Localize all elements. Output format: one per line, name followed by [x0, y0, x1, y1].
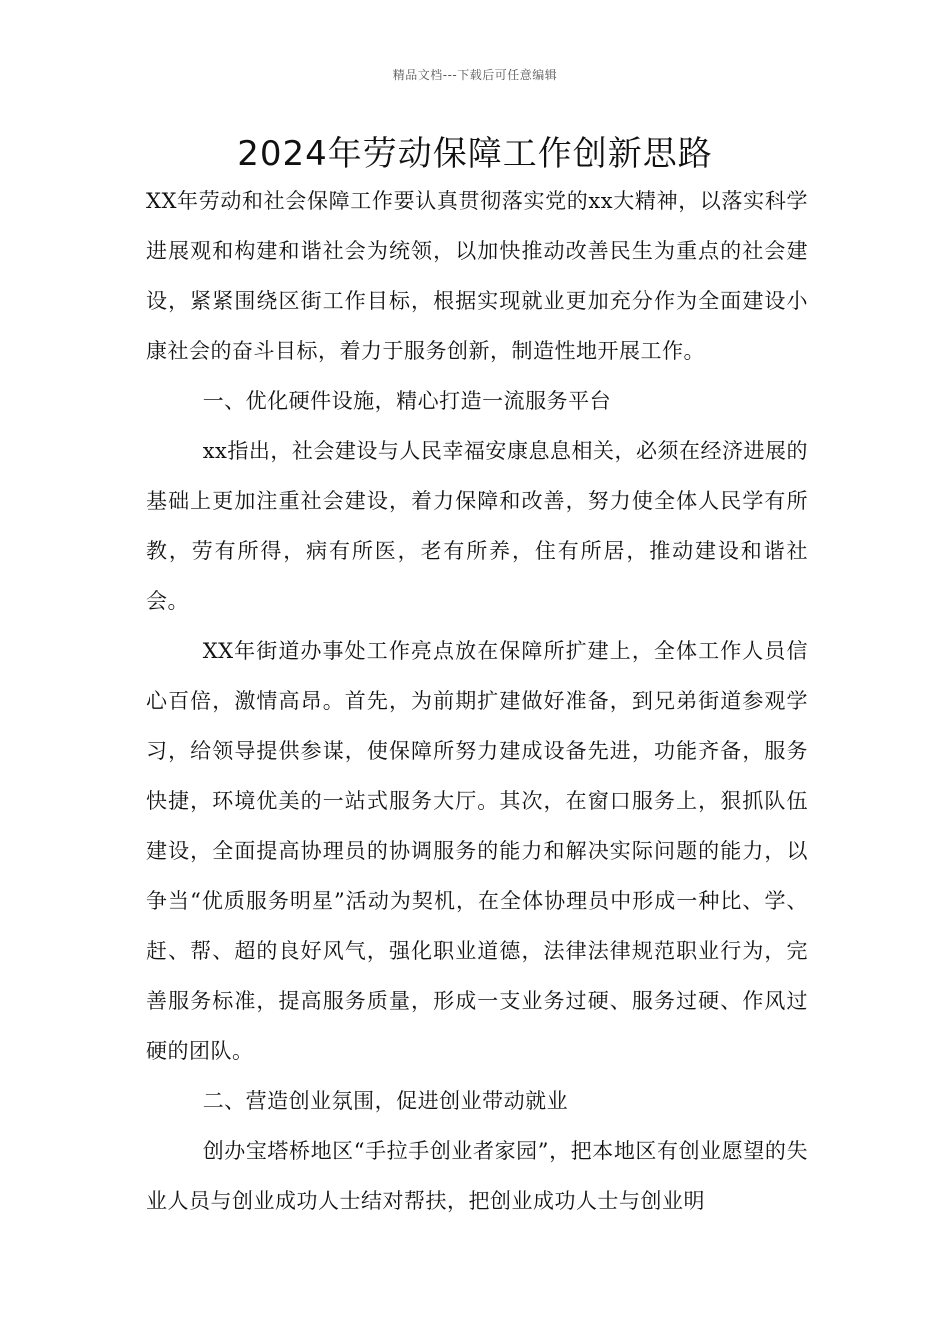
document-title: 2024年劳动保障工作创新思路	[237, 134, 713, 174]
section-heading-2: 二、营造创业氛围，促进创业带动就业	[202, 1089, 569, 1113]
section-heading-1: 一、优化硬件设施，精心打造一流服务平台	[202, 389, 612, 413]
paragraph-3: 创办宝塔桥地区“手拉手创业者家园”，把本地区有创业愿望的失业人员与创业成功人士结对帮扶，把创业成功人士与创业明	[146, 1139, 808, 1213]
paragraph-1: xx指出，社会建设与人民幸福安康息息相关，必须在经济进展的基础上更加注重社会建设，着力保障和改善，努力使全体人民学有所教，劳有所得，病有所医，老有所养，住有所居，推动建设和谐社会。	[146, 439, 808, 613]
paragraph-intro: XX年劳动和社会保障工作要认真贯彻落实党的xx大精神，以落实科学进展观和构建和谐社会为统领，以加快推动改善民生为重点的社会建设，紧紧围绕区街工作目标，根据实现就业更加充分作为全面建设小康社会的奋斗目标，着力于服务创新，制造性地开展工作。	[146, 189, 808, 363]
paragraph-2: XX年街道办事处工作亮点放在保障所扩建上，全体工作人员信心百倍，激情高昂。首先，为前期扩建做好准备，到兄弟街道参观学习，给领导提供参谋，使保障所努力建成设备先进，功能齐备，服务快捷，环境优美的一站式服务大厅。其次，在窗口服务上，狠抓队伍建设，全面提高协理员的协调服务的能力和解决实际问题的能力，以争当“优质服务明星”活动为契机，在全体协理员中形成一种比、学、赶、帮、超的良好风气，强化职业道德，法律法律规范职业行为，完善服务标准，提高服务质量，形成一支业务过硬、服务过硬、作风过硬的团队。	[146, 639, 808, 1063]
document-body	[146, 176, 808, 1226]
header-note: 精品文档---下载后可任意编辑	[392, 68, 558, 82]
